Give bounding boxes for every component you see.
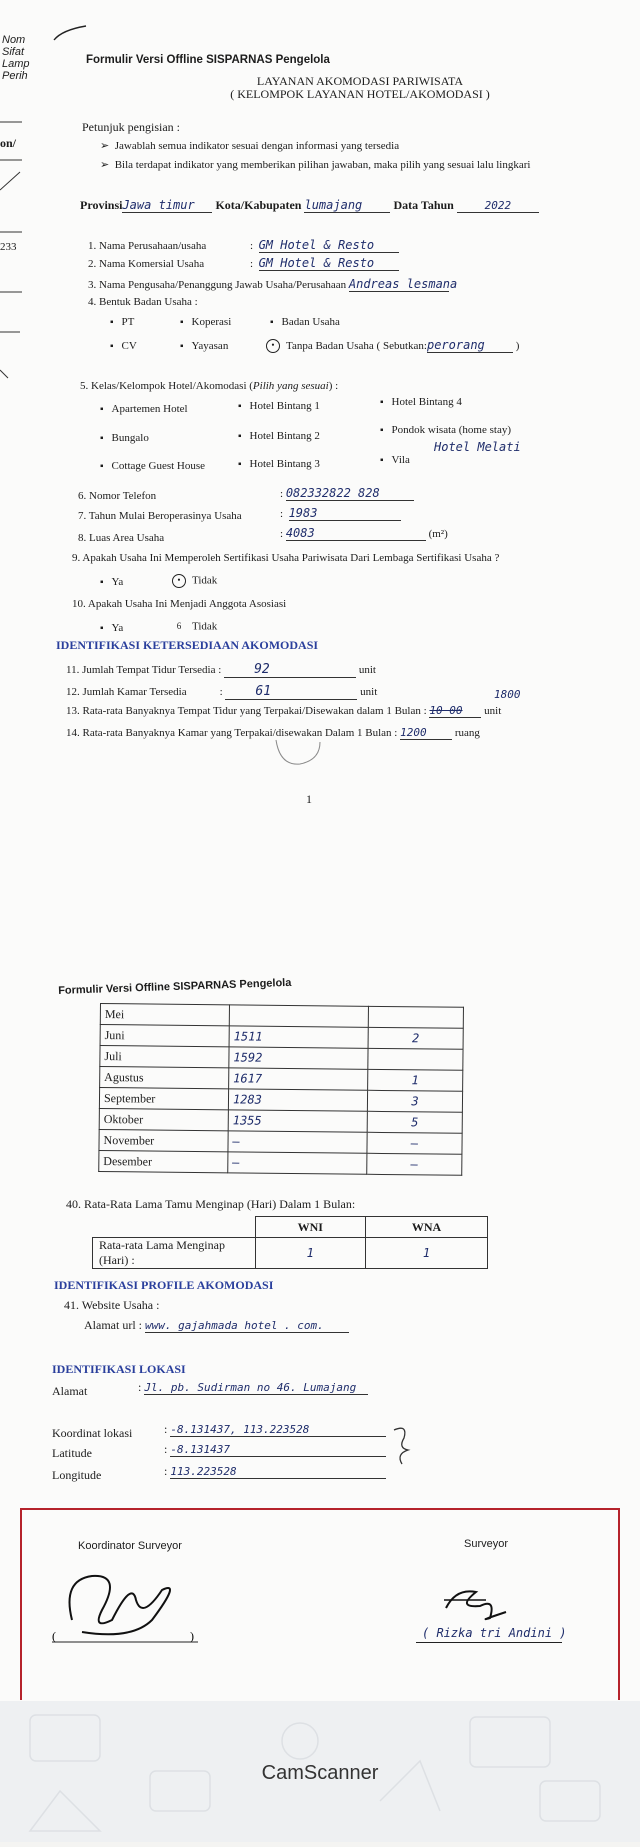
q2-answer: : GM Hotel & Resto — [250, 256, 399, 271]
surveyor-signature-icon — [436, 1578, 516, 1628]
q4-label: 4. Bentuk Badan Usaha : — [88, 296, 198, 308]
q2-label: 2. Nama Komersial Usaha — [88, 258, 205, 270]
month-name-cell: Agustus — [100, 1067, 229, 1089]
wni-count-cell: 1511 — [229, 1026, 368, 1048]
year-value: 2022 — [457, 199, 539, 213]
q7-label: 7. Tahun Mulai Beroperasinya Usaha — [78, 510, 242, 522]
address-label: Alamat — [52, 1384, 88, 1398]
q8-label: 8. Luas Area Usaha — [78, 532, 165, 544]
wni-count-cell: 1283 — [228, 1089, 367, 1111]
stamp-circle-icon — [272, 720, 324, 770]
q9-label: 9. Apakah Usaha Ini Memperoleh Sertifikasi Usaha Pariwisata Dari Lembaga Sertifikasi Usaha ? — [72, 552, 500, 564]
margin-note: Perih — [2, 70, 28, 82]
q10-label: 10. Apakah Usaha Ini Menjadi Anggota Asosiasi — [72, 598, 287, 610]
q14-answer: 14. Rata-rata Banyaknya Kamar yang Terpakai/disewakan Dalam 1 Bulan : 1200 ruang — [66, 726, 480, 739]
surveyor-label: Surveyor — [464, 1538, 509, 1550]
month-name-cell: Juli — [100, 1046, 229, 1068]
wni-count-cell: 1592 — [229, 1047, 368, 1069]
wna-count-cell: 2 — [368, 1027, 463, 1049]
wna-count-cell: — — [367, 1132, 462, 1154]
q5-option: ▪ Hotel Bintang 4 — [380, 396, 462, 408]
blank-cell — [93, 1217, 256, 1238]
q40-label: 40. Rata-Rata Lama Tamu Menginap (Hari) Dalam 1 Bulan: — [66, 1197, 356, 1211]
avg-stay-table — [92, 1216, 488, 1269]
q5-option: ▪ Cottage Guest House — [100, 460, 205, 472]
q12-answer: 12. Jumlah Kamar Tersedia : 61 unit — [66, 684, 378, 699]
wni-count-cell: 1355 — [228, 1110, 367, 1132]
month-row — [99, 1150, 462, 1175]
q13-corrected-value: 1800 — [494, 688, 521, 701]
circled-choice-icon: 6 — [176, 621, 182, 631]
coordinator-signature-icon — [52, 1560, 202, 1650]
coordinator-surveyor-label: Koordinator Surveyor — [78, 1540, 182, 1552]
margin-note: Lamp — [2, 58, 30, 70]
month-name-cell: Desember — [99, 1150, 228, 1172]
initial-mark-icon — [388, 1424, 418, 1468]
app-watermark: CamScanner — [261, 1762, 379, 1784]
q3-label: 3. Nama Pengusaha/Penanggung Jawab Usaha/Perusahaan Andreas lesmana — [88, 277, 458, 291]
q4-option: ▪ Badan Usaha — [270, 316, 340, 328]
coordinate-answer: : -8.131437, 113.223528 — [164, 1422, 386, 1437]
q5-option: ▪ Pondok wisata (home stay) — [380, 424, 511, 436]
q6-label: 6. Nomor Telefon — [78, 490, 157, 502]
q5-label: 5. Kelas/Kelompok Hotel/Akomodasi (Pilih yang sesuai) : — [80, 380, 339, 392]
q5-option: ▪ Hotel Bintang 2 — [238, 430, 320, 442]
q5-handwritten-answer: Hotel Melati — [434, 440, 521, 454]
margin-marks-icon — [0, 120, 30, 380]
address-answer: : Jl. pb. Sudirman no 46. Lumajang — [138, 1380, 368, 1395]
wna-count-cell: 3 — [367, 1090, 462, 1112]
circled-choice-icon: • — [266, 339, 280, 353]
instruction-label: Petunjuk pengisian : — [82, 120, 180, 134]
wna-count-cell — [368, 1048, 463, 1070]
q1-label: 1. Nama Perusahaan/usaha — [88, 240, 207, 252]
svg-text:(: ( — [52, 1629, 56, 1643]
page-number: 1 — [306, 792, 312, 806]
form-header: Formulir Versi Offline SISPARNAS Pengelola — [86, 54, 330, 66]
wna-count-cell — [368, 1006, 463, 1028]
month-name-cell: Mei — [100, 1004, 229, 1026]
q5-option: ▪ Vila — [380, 454, 410, 466]
form-header: Formulir Versi Offline SISPARNAS Pengelola — [58, 976, 292, 997]
q13-answer: 13. Rata-rata Banyaknya Tempat Tidur yang Terpakai/Disewakan dalam 1 Bulan : 10 00 unit — [66, 704, 502, 717]
svg-text:): ) — [190, 1629, 194, 1643]
q5-option: ▪ Hotel Bintang 1 — [238, 400, 320, 412]
margin-note: Sifat — [2, 46, 25, 58]
month-name-cell: Oktober — [99, 1108, 228, 1130]
margin-note: on/ — [0, 136, 17, 150]
q9-option: ▪ Ya — [100, 576, 123, 588]
wna-count-cell: 5 — [367, 1111, 462, 1133]
wna-count-cell: 1 — [368, 1069, 463, 1091]
instruction-item: ➢ Jawablah semua indikator sesuai dengan informasi yang tersedia — [100, 140, 400, 152]
province-value: Jawa timur — [122, 198, 212, 213]
longitude-label: Longitude — [52, 1468, 102, 1482]
q4-option: ▪ Yayasan — [180, 340, 228, 352]
url-field: Alamat url : www. gajahmada hotel . com. — [84, 1318, 349, 1333]
instruction-item: ➢ Bila terdapat indikator yang memberikan pilihan jawaban, maka pilih yang sesuai lalu lingkari — [100, 159, 531, 171]
city-value: lumajang — [304, 198, 390, 213]
q41-label: 41. Website Usaha : — [64, 1298, 160, 1312]
wni-count-cell: — — [228, 1131, 367, 1153]
wni-count-cell: 1617 — [229, 1068, 368, 1090]
q4-option: ▪ CV — [110, 340, 137, 352]
q10-option-selected: 6 Tidak — [172, 620, 217, 634]
pen-mark-icon — [52, 24, 88, 44]
q9-option-selected: • Tidak — [172, 574, 217, 588]
q5-option: ▪ Apartemen Hotel — [100, 403, 188, 415]
q5-option: ▪ Hotel Bintang 3 — [238, 458, 320, 470]
section-title: IDENTIFIKASI KETERSEDIAAN AKOMODASI — [56, 638, 319, 652]
wni-count-cell: — — [228, 1152, 367, 1174]
q4-option: ▪ Koperasi — [180, 316, 231, 328]
longitude-answer: : 113.223528 — [164, 1464, 386, 1479]
surveyor-sign-line — [416, 1642, 562, 1643]
month-name-cell: Juni — [100, 1025, 229, 1047]
q4-option-selected: • Tanpa Badan Usaha ( Sebutkan:perorang ) — [266, 338, 519, 353]
province-field: ProvinsiJawa timur Kota/Kabupaten lumajang Data Tahun 2022 — [80, 198, 539, 213]
circled-choice-icon: • — [172, 574, 186, 588]
avg-stay-wni: 1 — [255, 1238, 365, 1269]
q10-option: ▪ Ya — [100, 622, 123, 634]
form-title: LAYANAN AKOMODASI PARIWISATA — [256, 74, 464, 88]
wna-count-cell: — — [367, 1153, 462, 1175]
wna-header: WNA — [365, 1217, 487, 1238]
surveyor-name: ( Rizka tri Andini ) — [422, 1626, 567, 1640]
latitude-label: Latitude — [52, 1446, 92, 1460]
cropped-margin-notes — [0, 0, 30, 420]
q7-answer: : 1983 — [280, 506, 401, 521]
monthly-guest-table — [98, 1003, 464, 1176]
q8-answer: : 4083 (m²) — [280, 526, 448, 540]
margin-note: 233 — [0, 241, 17, 253]
section-title: IDENTIFIKASI LOKASI — [52, 1362, 186, 1376]
wni-header: WNI — [255, 1217, 365, 1238]
coordinate-label: Koordinat lokasi — [52, 1426, 133, 1440]
wni-count-cell — [229, 1005, 368, 1027]
month-name-cell: September — [99, 1088, 228, 1110]
q6-answer: : 082332822 828 — [280, 486, 414, 501]
margin-note: Nom — [2, 34, 26, 46]
avg-stay-wna: 1 — [365, 1238, 487, 1269]
q11-answer: 11. Jumlah Tempat Tidur Tersedia : 92 unit — [66, 662, 376, 677]
month-name-cell: November — [99, 1129, 228, 1151]
avg-stay-label: Rata-rata Lama Menginap (Hari) : — [93, 1238, 256, 1269]
q4-option: ▪ PT — [110, 316, 134, 328]
q5-option: ▪ Bungalo — [100, 432, 149, 444]
form-subtitle: ( KELOMPOK LAYANAN HOTEL/AKOMODASI ) — [230, 87, 490, 101]
q1-answer: : GM Hotel & Resto — [250, 238, 399, 253]
section-title: IDENTIFIKASI PROFILE AKOMODASI — [54, 1278, 274, 1292]
latitude-answer: : -8.131437 — [164, 1442, 386, 1457]
